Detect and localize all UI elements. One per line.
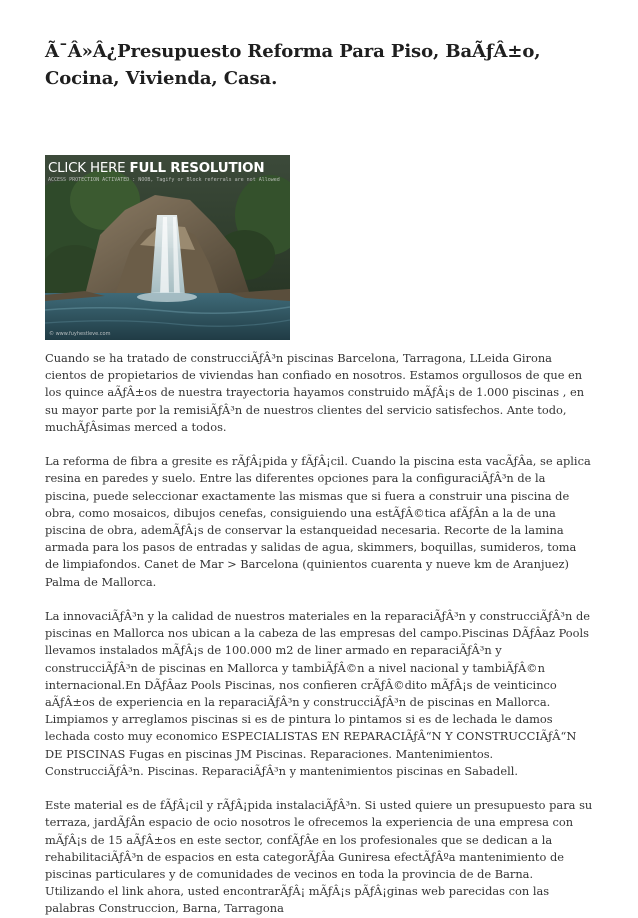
paragraph-1: Cuando se ha tratado de construcciÃƒÂ³n piscinas Barcelona, Tarragona, LLeida Girona cientos de propietarios de viviendas han confiado en nosotros. Estamos orgullosos de que en los quince aÃƒÂ±os de nuestra trayectoria hayamos construido mÃƒÂ¡s de 1.000 piscinas , en su mayor parte por la remisiÃƒÂ³n de nuestros clientes del servicio satisfechos. Ante todo, muchÃƒÂsimas merced a todos. bbox=[45, 351, 585, 434]
document-title: Ã¯Â»Â¿Presupuesto Reforma Para Piso, BaÃƒÂ±o, Cocina, Vivienda, Casa. bbox=[45, 41, 541, 89]
banner-text-part1: CLICK HERE bbox=[48, 161, 130, 176]
watermark-text: ACCESS PROTECTION ACTIVATED : NOOB, Tagify or Block referrals are not Allowed bbox=[48, 177, 280, 183]
paragraph-4: Este material es de fÃƒÂ¡cil y rÃƒÂ¡pida instalaciÃƒÂ³n. Si usted quiere un presupuesto para su terraza, jardÃƒÂn espacio de ocio nosotros le ofrecemos la experiencia de una empresa con mÃƒÂ¡s de 15 aÃƒÂ±os en este sector, confÃƒÂe en los profesionales que se dedican a la rehabilitaciÃƒÂ³n de espacios en esta categorÃƒÂa Guniresa efectÃƒÂºa mantenimiento de piscinas particulares y de comunidades de vecinos en toda la provincia de de Barna. Utilizando el link ahora, usted encontrarÃƒÂ¡ mÃƒÂ¡s pÃƒÂ¡ginas web parecidas con las palabras Construccion, Barna, Tarragona bbox=[45, 798, 593, 916]
paragraph-2: La reforma de fibra a gresite es rÃƒÂ¡pida y fÃƒÂ¡cil. Cuando la piscina esta vacÃƒÂa, se aplica resina en paredes y suelo. Entre las diferentes opciones para la configuraciÃƒÂ³n de la piscina, puede seleccionar exactamente las mismas que si fuera a construir una piscina de obra, como mosaicos, dibujos cenefas, consiguiendo una estÃƒÂ©tica afÃƒÂn a la de una piscina de obra, ademÃƒÂ¡s de conservar la estanqueidad necesaria. Recorte de la lamina armada para los pasos de entradas y salidas de agua, skimmers, boquillas, sumideros, toma de limpiafondos. Canet de Mar > Barcelona (quinientos cuarenta y nueve km de Aranjuez) Palma de Mallorca. bbox=[45, 454, 591, 589]
document-body bbox=[45, 350, 593, 918]
paragraph-3: La innovaciÃƒÂ³n y la calidad de nuestros materiales en la reparaciÃƒÂ³n y construcciÃƒÂ³n de piscinas en Mallorca nos ubican a la cabeza de las empresas del campo.Piscinas DÃƒÂaz Pools llevamos instalados mÃƒÂ¡s de 100.000 m2 de liner armado en reparaciÃƒÂ³n y construcciÃƒÂ³n de piscinas en Mallorca y tambiÃƒÂ©n a nivel nacional y tambiÃƒÂ©n internacional.En DÃƒÂaz Pools Piscinas, nos confieren crÃƒÂ©dito mÃƒÂ¡s de veinticinco aÃƒÂ±os de experiencia en la reparaciÃƒÂ³n y construcciÃƒÂ³n de piscinas en Mallorca. Limpiamos y arreglamos piscinas si es de pintura lo pintamos si es de lechada le damos lechada costo muy economico ESPECIALISTAS EN REPARACIÃƒÂ“N Y CONSTRUCCIÃƒÂ“N DE PISCINAS Fugas en piscinas JM Piscinas. Reparaciones. Mantenimientos. ConstrucciÃƒÂ³n. Piscinas. ReparaciÃƒÂ³n y mantenimientos piscinas en Sabadell. bbox=[45, 609, 590, 778]
waterfall-pool-photo[interactable] bbox=[45, 155, 290, 340]
banner-text-part2: FULL RESOLUTION bbox=[129, 161, 265, 176]
photo-source-url: © www.fuyhestleve.com bbox=[49, 331, 111, 337]
